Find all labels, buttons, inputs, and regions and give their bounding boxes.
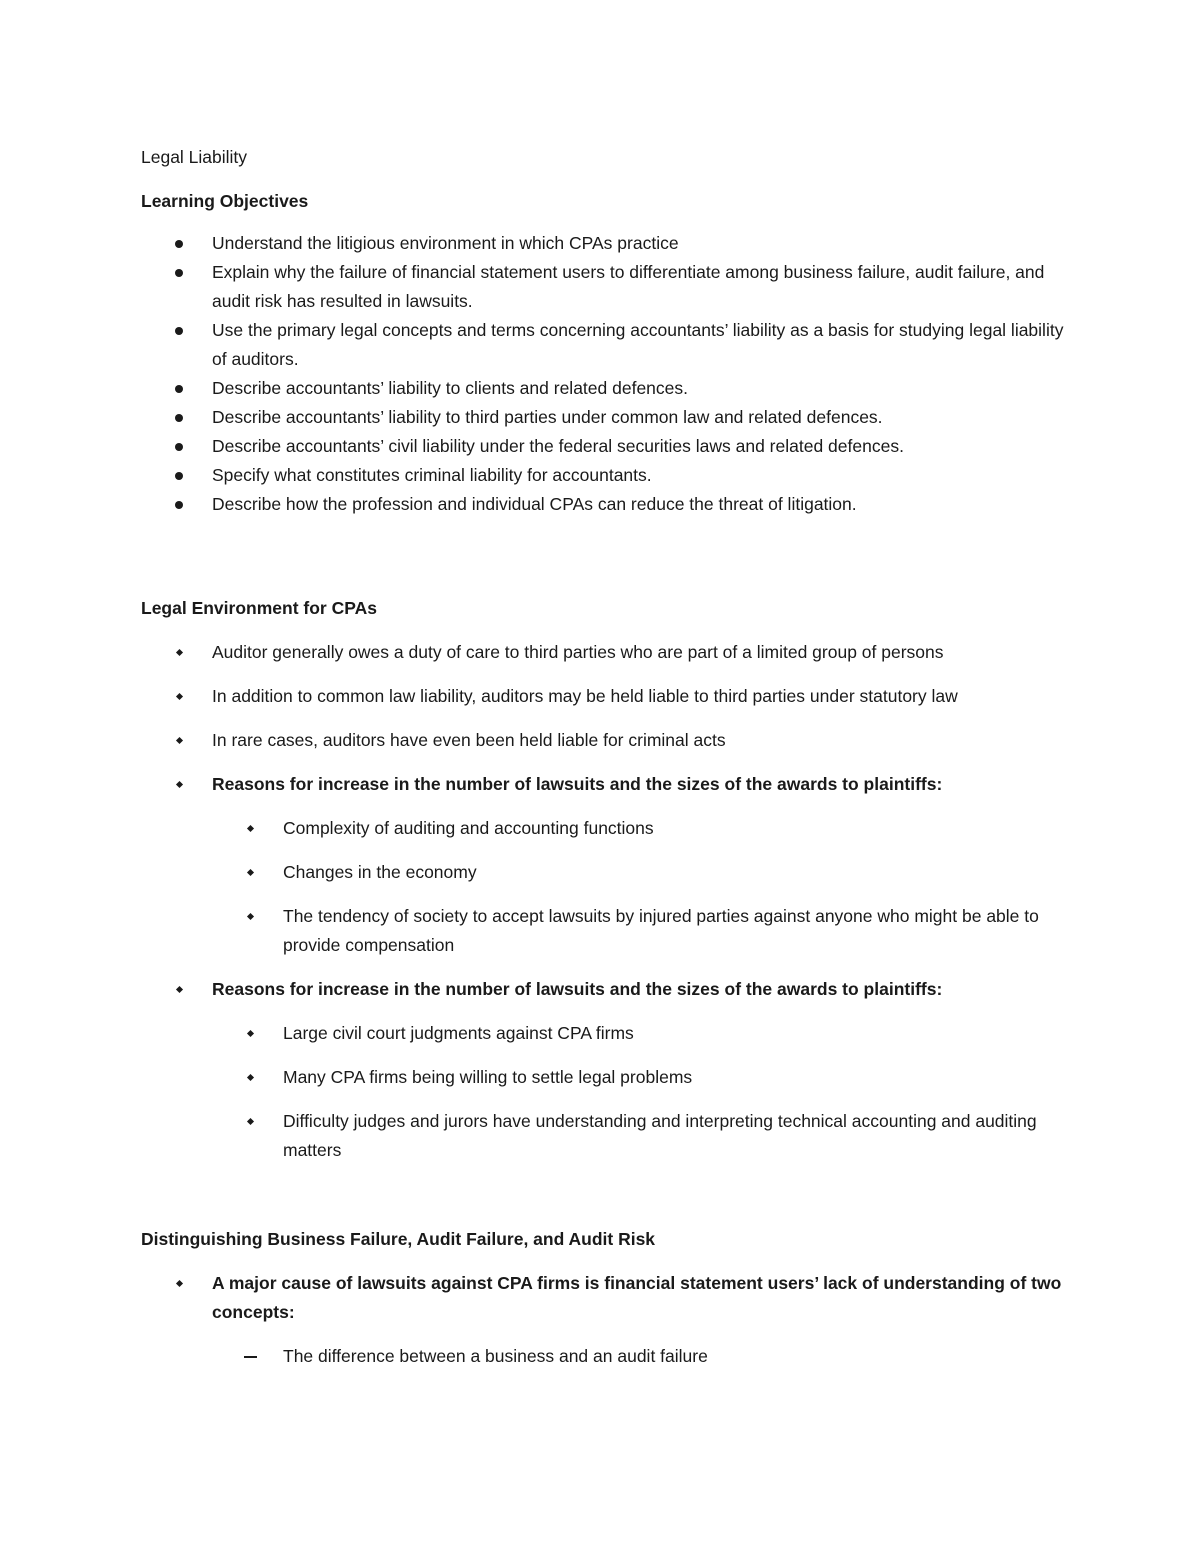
bullet-icon <box>175 414 183 422</box>
list-item <box>141 1269 1070 1371</box>
list-item <box>141 316 1070 374</box>
bullet-icon <box>175 240 183 248</box>
list-item-text: Describe how the profession and individual CPAs can reduce the threat of litigation. <box>212 494 857 514</box>
list-item-text: Understand the litigious environment in which CPAs practice <box>212 233 679 253</box>
list-item <box>141 403 1070 432</box>
list-item-text: Many CPA firms being willing to settle legal problems <box>283 1067 693 1087</box>
list-item-text: A major cause of lawsuits against CPA firms is financial statement users’ lack of understanding of two concepts: <box>212 1273 1062 1322</box>
bullet-icon <box>175 501 183 509</box>
list-item-text: Describe accountants’ liability to clients and related defences. <box>212 378 689 398</box>
list-item-text: In rare cases, auditors have even been held liable for criminal acts <box>212 730 726 750</box>
list-item <box>212 1107 1070 1165</box>
distinguishing-heading: Distinguishing Business Failure, Audit Failure, and Audit Risk <box>141 1229 656 1249</box>
diamond-bullet-icon <box>247 869 254 876</box>
diamond-bullet-icon <box>247 1074 254 1081</box>
list-item <box>141 682 1070 711</box>
diamond-bullet-icon <box>176 986 183 993</box>
list-item <box>141 258 1070 316</box>
list-item-text: Specify what constitutes criminal liability for accountants. <box>212 465 652 485</box>
diamond-bullet-icon <box>176 781 183 788</box>
list-item-text: Use the primary legal concepts and terms concerning accountants’ liability as a basis for studying legal liability of auditors. <box>212 320 1064 369</box>
diamond-bullet-icon <box>247 1118 254 1125</box>
distinguishing-sub-list <box>212 1342 1070 1371</box>
bullet-icon <box>175 385 183 393</box>
list-item-text: Explain why the failure of financial statement users to differentiate among business failure, audit failure, and audit risk has resulted in lawsuits. <box>212 262 1045 311</box>
list-item-text: In addition to common law liability, auditors may be held liable to third parties under statutory law <box>212 686 958 706</box>
list-item <box>212 902 1070 960</box>
list-item <box>212 814 1070 843</box>
legal-environment-heading: Legal Environment for CPAs <box>141 598 377 618</box>
list-item-text: Complexity of auditing and accounting functions <box>283 818 654 838</box>
legal-environment-section <box>141 594 1070 1165</box>
list-item <box>212 858 1070 887</box>
list-item <box>212 1019 1070 1048</box>
list-item-text: Changes in the economy <box>283 862 477 882</box>
diamond-bullet-icon <box>247 1030 254 1037</box>
list-item <box>141 638 1070 667</box>
list-item-text: The difference between a business and an audit failure <box>283 1346 708 1366</box>
list-item <box>141 461 1070 490</box>
list-item-text: Difficulty judges and jurors have understanding and interpreting technical accounting and auditing matters <box>283 1111 1037 1160</box>
list-item <box>212 1342 1070 1371</box>
learning-objectives-list <box>141 229 1070 519</box>
list-item <box>141 975 1070 1165</box>
list-item-text: Large civil court judgments against CPA firms <box>283 1023 634 1043</box>
diamond-bullet-icon <box>176 737 183 744</box>
diamond-bullet-icon <box>176 1280 183 1287</box>
list-item <box>141 432 1070 461</box>
diamond-bullet-icon <box>176 693 183 700</box>
list-item <box>212 1063 1070 1092</box>
legal-environment-list <box>141 638 1070 1165</box>
document-title: Legal Liability <box>141 147 248 167</box>
list-item-text: Describe accountants’ civil liability under the federal securities laws and related defences. <box>212 436 904 456</box>
bullet-icon <box>175 472 183 480</box>
reasons-label: Reasons for increase in the number of lawsuits and the sizes of the awards to plaintiffs: <box>212 979 943 999</box>
list-item-text: Auditor generally owes a duty of care to third parties who are part of a limited group of persons <box>212 642 944 662</box>
list-item <box>141 726 1070 755</box>
learning-objectives-section <box>141 187 1070 519</box>
bullet-icon <box>175 269 183 277</box>
distinguishing-section <box>141 1225 1070 1371</box>
reasons-sub-list <box>212 1019 1070 1165</box>
reasons-sub-list <box>212 814 1070 960</box>
list-item <box>141 770 1070 960</box>
diamond-bullet-icon <box>247 913 254 920</box>
diamond-bullet-icon <box>247 825 254 832</box>
reasons-label: Reasons for increase in the number of lawsuits and the sizes of the awards to plaintiffs: <box>212 774 943 794</box>
dash-bullet-icon <box>244 1356 257 1358</box>
distinguishing-list <box>141 1269 1070 1371</box>
learning-objectives-heading: Learning Objectives <box>141 191 309 211</box>
list-item <box>141 374 1070 403</box>
bullet-icon <box>175 327 183 335</box>
diamond-bullet-icon <box>176 649 183 656</box>
bullet-icon <box>175 443 183 451</box>
list-item <box>141 229 1070 258</box>
list-item-text: The tendency of society to accept lawsuits by injured parties against anyone who might be able to provide compensation <box>283 906 1039 955</box>
list-item <box>141 490 1070 519</box>
list-item-text: Describe accountants’ liability to third parties under common law and related defences. <box>212 407 883 427</box>
